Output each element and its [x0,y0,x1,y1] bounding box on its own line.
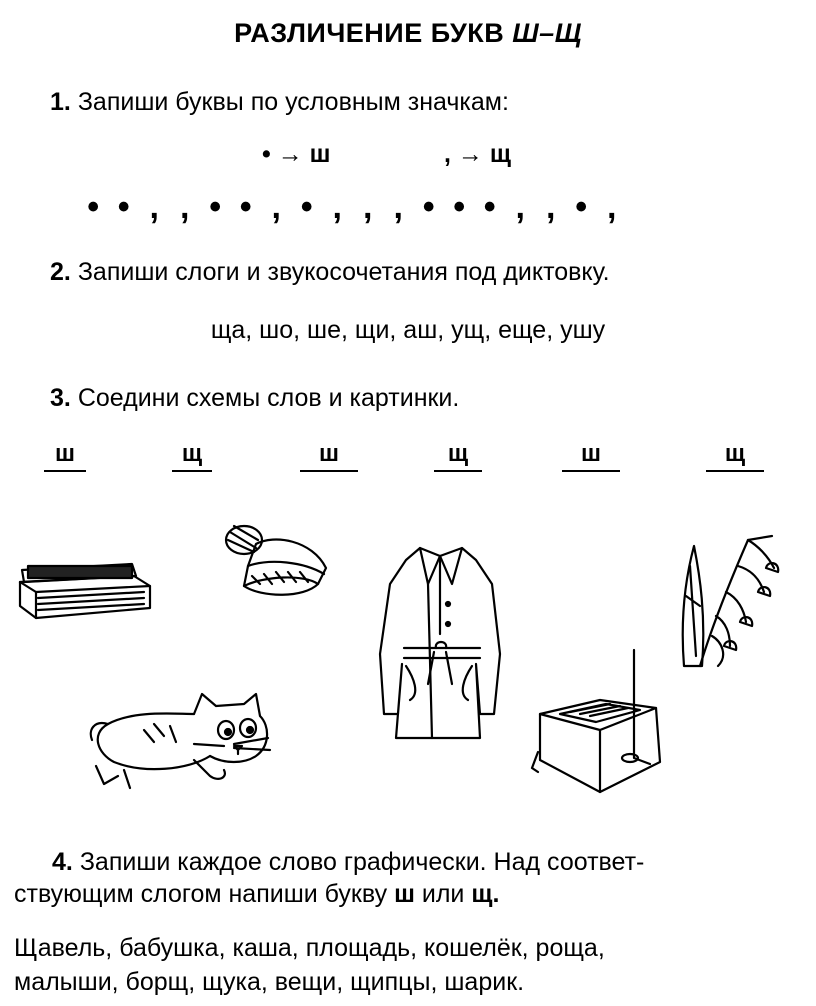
scheme-4: щ [434,440,482,472]
task-4-line1: 4. Запиши каждое слово графически. Над соответ- [52,848,645,876]
lily-of-the-valley-picture [672,526,782,676]
dot-mark: • [575,188,588,226]
brush-picture [14,556,154,626]
comma-mark: , [271,188,281,226]
scheme-3: ш [300,440,358,472]
title-letters: Ш–Щ [512,18,582,48]
task-2: 2. Запиши слоги и звукосочетания под диктовку. [50,258,610,286]
dot-mark: • [87,188,100,226]
scheme-5: ш [562,440,620,472]
kitten-picture [84,690,280,790]
marks-sequence [78,188,627,227]
scheme-1: ш [44,440,86,472]
comma-mark: , [546,188,556,226]
arrow-icon: → [277,140,303,168]
words-line2: малыши, борщ, щука, вещи, щипцы, шарик. [14,968,525,996]
legend-dot [262,140,331,169]
scheme-2: щ [172,440,212,472]
dot-mark: • [300,188,313,226]
scheme-6: щ [706,440,764,472]
comma-mark: , [393,188,403,226]
comma-mark: , [607,188,617,226]
comma-mark: , [149,188,159,226]
syllables-line: ща, шо, ше, щи, аш, ущ, еще, ушу [210,316,606,344]
dot-mark: • [483,188,496,226]
dot-mark: • [453,188,466,226]
legend-letter: щ [489,140,511,168]
page-title: РАЗЛИЧЕНИЕ БУКВ Ш–Щ [234,18,582,48]
hat-picture [214,518,334,602]
coat-picture [376,544,506,740]
comma-mark: , [363,188,373,226]
legend-letter: ш [309,140,331,168]
arrow-icon: → [457,140,483,168]
comma-mark: , [515,188,525,226]
dot-mark: • [209,188,222,226]
dot-mark: • [422,188,435,226]
task-1: 1. Запиши буквы по условным значкам: [50,88,509,116]
dot-mark: • [239,188,252,226]
comma-mark: , [180,188,190,226]
words-line1: Щавель, бабушка, каша, площадь, кошелёк, роща, [14,934,605,962]
drawer-picture [530,648,670,798]
legend-comma [444,140,511,169]
comma-mark: , [444,140,451,168]
dot-mark: • [117,188,130,226]
task-3: 3. Соедини схемы слов и картинки. [50,384,460,412]
dot-mark: • [262,140,271,168]
task-4-line2: ствующим слогом напиши букву ш или щ. [14,880,500,908]
comma-mark: , [332,188,342,226]
